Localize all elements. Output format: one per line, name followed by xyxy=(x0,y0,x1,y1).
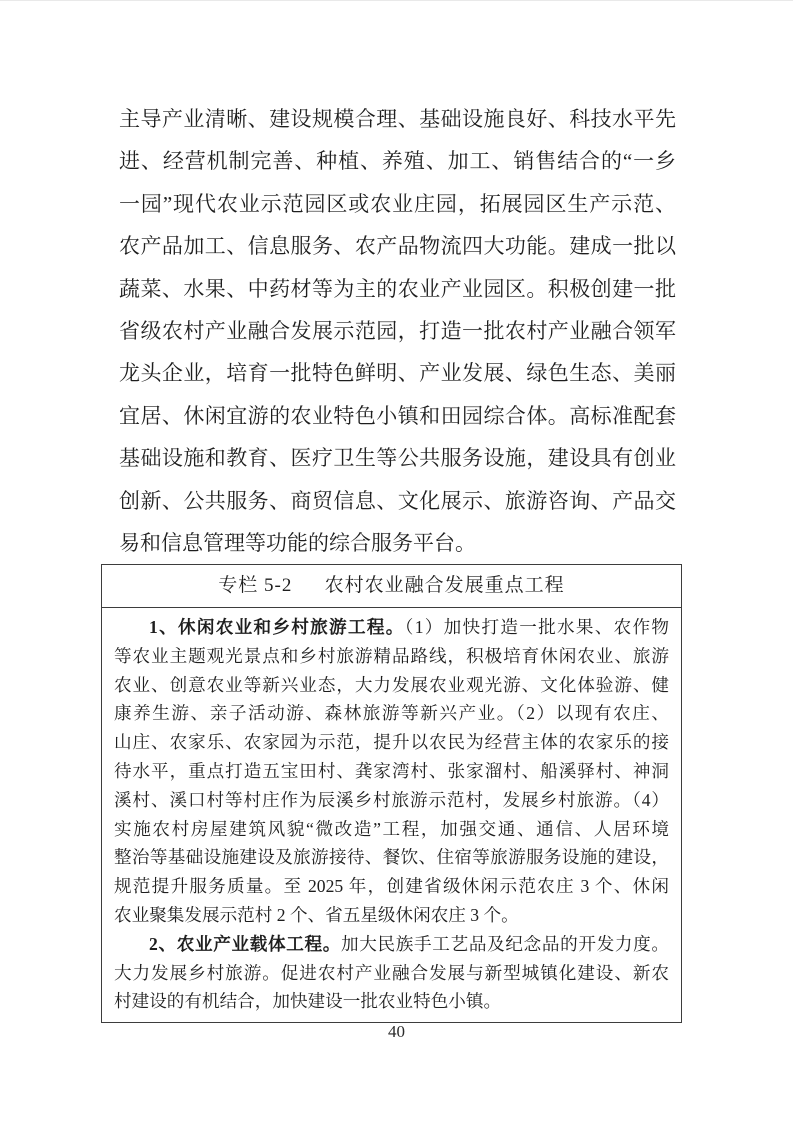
section-2-text: 加大民族手工艺品及纪念品的开发力度。 xyxy=(341,933,669,954)
panel-line: 规范提升服务质量。至 2025 年，创建省级休闲示范农庄 3 个、休闲 xyxy=(114,876,669,897)
special-column-panel xyxy=(101,564,682,1023)
paragraph-line: 省级农村产业融合发展示范园，打造一批农村产业融合领军 xyxy=(119,319,676,344)
section-1-text: （1）加快打造一批水果、农作物 xyxy=(404,617,669,637)
panel-line: 农业聚集发展示范村 2 个、省五星级休闲农庄 3 个。 xyxy=(114,904,519,925)
paragraph-line: 龙头企业，培育一批特色鲜明、产业发展、绿色生态、美丽 xyxy=(119,361,676,386)
paragraph-line: 进、经营机制完善、种植、养殖、加工、销售结合的“一乡 xyxy=(119,149,676,174)
panel-line: 农业、创意农业等新兴业态，大力发展农业观光游、文化体验游、健 xyxy=(114,674,669,695)
paragraph-line: 创新、公共服务、商贸信息、文化展示、旅游咨询、产品交 xyxy=(119,488,676,513)
panel-line xyxy=(114,930,669,959)
panel-line: 康养生游、亲子活动游、森林旅游等新兴产业。（2）以现有农庄、 xyxy=(114,703,669,724)
panel-body xyxy=(102,608,681,1022)
paragraph-line: 农产品加工、信息服务、农产品物流四大功能。建成一批以 xyxy=(119,234,676,259)
paragraph-line: 宜居、休闲宜游的农业特色小镇和田园综合体。高标准配套 xyxy=(119,403,676,428)
page-number: 40 xyxy=(388,1022,405,1041)
paragraph-line: 主导产业清晰、建设规模合理、基础设施良好、科技水平先 xyxy=(119,107,676,131)
panel-line: 整治等基础设施建设及旅游接待、餐饮、住宿等旅游服务设施的建设， xyxy=(114,847,669,868)
panel-header xyxy=(102,565,681,608)
paragraph-line: 基础设施和教育、医疗卫生等公共服务设施，建设具有创业 xyxy=(119,446,676,471)
paragraph-line: 易和信息管理等功能的综合服务平台。 xyxy=(119,531,476,556)
panel-line: 山庄、农家乐、农家园为示范，提升以农民为经营主体的农家乐的接 xyxy=(114,732,669,753)
panel-line: 村建设的有机结合，加快建设一批农业特色小镇。 xyxy=(114,991,502,1012)
section-2-heading: 2、农业产业载体工程。 xyxy=(149,933,342,954)
paragraph-line: 一园”现代农业示范园区或农业庄园，拓展园区生产示范、 xyxy=(119,191,676,216)
panel-line: 大力发展乡村旅游。促进农村产业融合发展与新型城镇化建设、新农 xyxy=(114,962,669,983)
panel-line: 实施农村房屋建筑风貌“微改造”工程，加强交通、通信、人居环境 xyxy=(114,818,669,839)
panel-title-text: 农村农业融合发展重点工程 xyxy=(324,575,565,596)
panel-line: 溪村、溪口村等村庄作为辰溪乡村旅游示范村，发展乡村旅游。（4） xyxy=(114,789,669,810)
panel-line: 等农业主题观光景点和乡村旅游精品路线，积极培育休闲农业、旅游 xyxy=(114,645,669,666)
panel-line: 待水平，重点打造五宝田村、龚家湾村、张家溜村、船溪驿村、神洞 xyxy=(114,760,669,781)
panel-line xyxy=(114,613,669,642)
main-paragraph xyxy=(119,98,676,564)
section-1-heading: 1、休闲农业和乡村旅游工程。 xyxy=(149,617,405,637)
panel-title-label: 专栏 5-2 xyxy=(218,575,293,596)
paragraph-line: 蔬菜、水果、中药材等为主的农业产业园区。积极创建一批 xyxy=(119,276,676,301)
